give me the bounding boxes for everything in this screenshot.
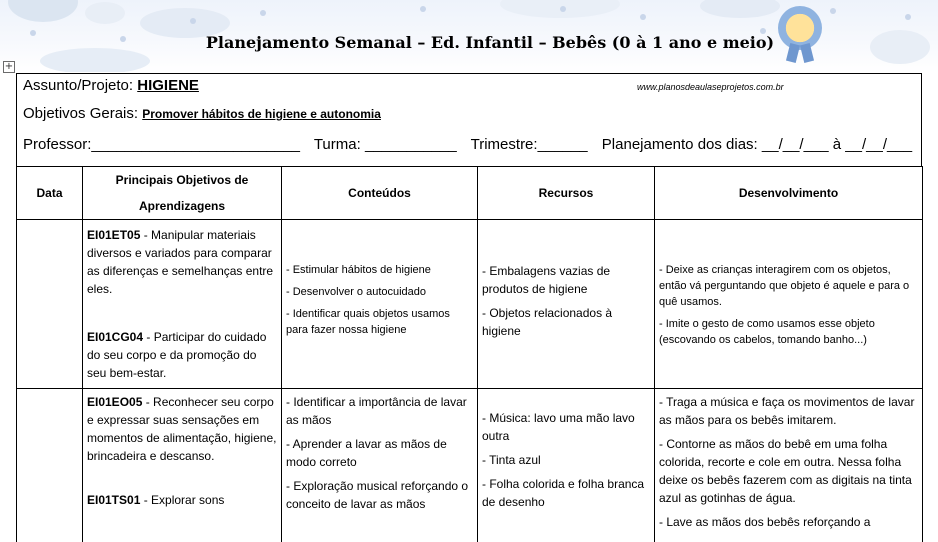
table-move-handle-icon[interactable]: + [4, 61, 14, 72]
header-contents: Conteúdos [282, 167, 478, 220]
objectives-value: Promover hábitos de higiene e autonomia [142, 107, 381, 121]
header-objectives-line2: Aprendizagens [138, 199, 225, 213]
website-text: www.planosdeaulaseprojetos.com.br [637, 82, 784, 92]
days-field: Planejamento dos dias: __/__/___ à __/__/___ [601, 136, 913, 153]
info-box [16, 73, 922, 166]
trimester-field: Trimestre:______ [470, 136, 588, 153]
subject-label: Assunto/Projeto: [23, 77, 134, 94]
contents-cell [282, 389, 478, 542]
table-header-row [17, 167, 923, 220]
date-cell[interactable] [17, 389, 83, 542]
header-objectives [83, 167, 282, 220]
development-item: - Imite o gesto de como usamos esse objeto (escovando os cabelos, tomando banho...) [659, 318, 875, 346]
header-date: Data [17, 167, 83, 220]
objectives-cell [83, 220, 282, 389]
development-item: - Lave as mãos dos bebês reforçando a [659, 515, 871, 529]
objectives-label: Objetivos Gerais: [23, 105, 139, 122]
teacher-field: Professor:_________________________ [23, 136, 300, 153]
resource-item: - Folha colorida e folha branca de desenho [482, 477, 645, 509]
header-resources: Recursos [478, 167, 655, 220]
table-row [17, 220, 923, 389]
content-item: - Aprender a lavar as mãos de modo correto [286, 437, 447, 469]
development-item: - Deixe as crianças interagirem com os objetos, então vá perguntando que objeto é aquele e para o quê usamos. [659, 264, 910, 308]
contents-cell [282, 220, 478, 389]
subject-value: HIGIENE [137, 77, 199, 94]
objectives-line [23, 105, 381, 122]
development-cell [655, 220, 923, 389]
content-item: - Exploração musical reforçando o conceito de lavar as mãos [286, 479, 469, 511]
header-objectives-line1: Principais Objetivos de [115, 173, 249, 187]
header-development: Desenvolvimento [655, 167, 923, 220]
content-item: - Desenvolver o autocuidado [286, 286, 427, 298]
class-field: Turma: ___________ [313, 136, 457, 153]
resource-item: - Música: lavo uma mão lavo outra [482, 411, 635, 443]
resource-item: - Embalagens vazias de produtos de higiene [482, 264, 611, 296]
content-item: - Estimular hábitos de higiene [286, 264, 431, 276]
page-title: Planejamento Semanal – Ed. Infantil – Bebês (0 à 1 ano e meio) [205, 33, 775, 52]
development-item: - Traga a música e faça os movimentos de lavar as mãos para os bebês imitarem. [659, 395, 915, 427]
development-item: - Contorne as mãos do bebê em uma folha colorida, recorte e cole em outra. Nessa folha deixe os bebês fazerem com as digitais na tinta azul as gotinhas de água. [659, 437, 912, 505]
resources-cell [478, 389, 655, 542]
resources-cell [478, 220, 655, 389]
objectives-cell [83, 389, 282, 542]
objective-item: EI01TS01 - Explorar sons [87, 493, 225, 507]
development-cell [655, 389, 923, 542]
fields-line [23, 136, 922, 153]
subject-line [23, 77, 199, 94]
table-row [17, 389, 923, 542]
date-cell[interactable] [17, 220, 83, 389]
content-item: - Identificar a importância de lavar as mãos [286, 395, 467, 427]
planning-table [16, 166, 923, 542]
resource-item: - Tinta azul [482, 453, 541, 467]
resource-item: - Objetos relacionados à higiene [482, 306, 613, 338]
objective-item: EI01ET05 - Manipular materiais diversos e variados para comparar as diferenças e semelhanças entre eles. [87, 228, 274, 296]
objective-item: EI01EO05 - Reconhecer seu corpo e expressar suas sensações em momentos de alimentação, higiene, brincadeira e descanso. [87, 395, 277, 463]
objective-item: EI01CG04 - Participar do cuidado do seu corpo e da promoção do seu bem-estar. [87, 330, 267, 380]
content-item: - Identificar quais objetos usamos para fazer nossa higiene [286, 308, 450, 336]
